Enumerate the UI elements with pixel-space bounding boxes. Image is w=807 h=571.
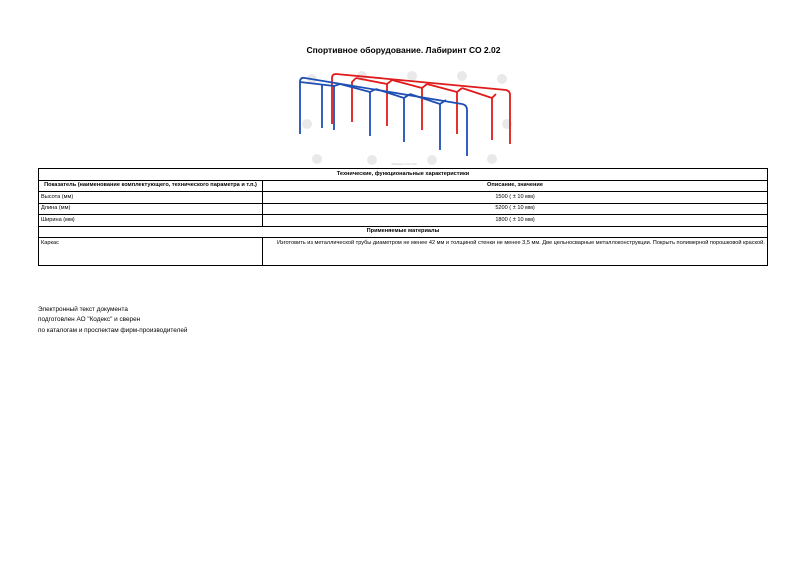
param-cell: Ширина (мм) <box>39 215 263 227</box>
figure-caption: Лабиринт СО 2.02 <box>391 162 417 166</box>
table-row <box>39 203 768 215</box>
document-title: Спортивное оборудование. Лабиринт СО 2.02 <box>306 45 501 55</box>
footer-line: подготовлен АО "Кодекс" и сверен <box>38 316 141 324</box>
footer-line: по каталогам и проспектам фирм-производителей <box>38 326 188 334</box>
param-cell: Высота (мм) <box>39 192 263 204</box>
value-cell: 1800 ( ± 10 мм) <box>263 215 768 227</box>
labyrinth-figure <box>292 64 516 166</box>
spec-table <box>38 168 768 266</box>
table-row <box>39 215 768 227</box>
table-row <box>39 192 768 204</box>
value-cell: 5200 ( ± 10 мм) <box>263 203 768 215</box>
table-row <box>39 238 768 266</box>
section-header-characteristics: Технические, функциональные характеристики <box>39 169 768 181</box>
param-cell: Длина (мм) <box>39 203 263 215</box>
footer-line: Электронный текст документа <box>38 306 128 313</box>
footer-note <box>38 305 187 336</box>
column-header-parameter: Показатель (наименование комплектующего, технического параметра и т.п.) <box>39 180 263 192</box>
column-header-value: Описание, значение <box>263 180 768 192</box>
section-header-materials: Применяемые материалы <box>39 226 768 238</box>
value-cell: Изготовить из металлической трубы диаметром не менее 42 мм и толщиной стенки не менее 3,5 мм. Две цельносварные металлоконструкции. Покрыть полимерной порошковой краской. <box>263 238 768 266</box>
value-cell: 1500 ( ± 10 мм) <box>263 192 768 204</box>
param-cell: Каркас <box>39 238 263 266</box>
